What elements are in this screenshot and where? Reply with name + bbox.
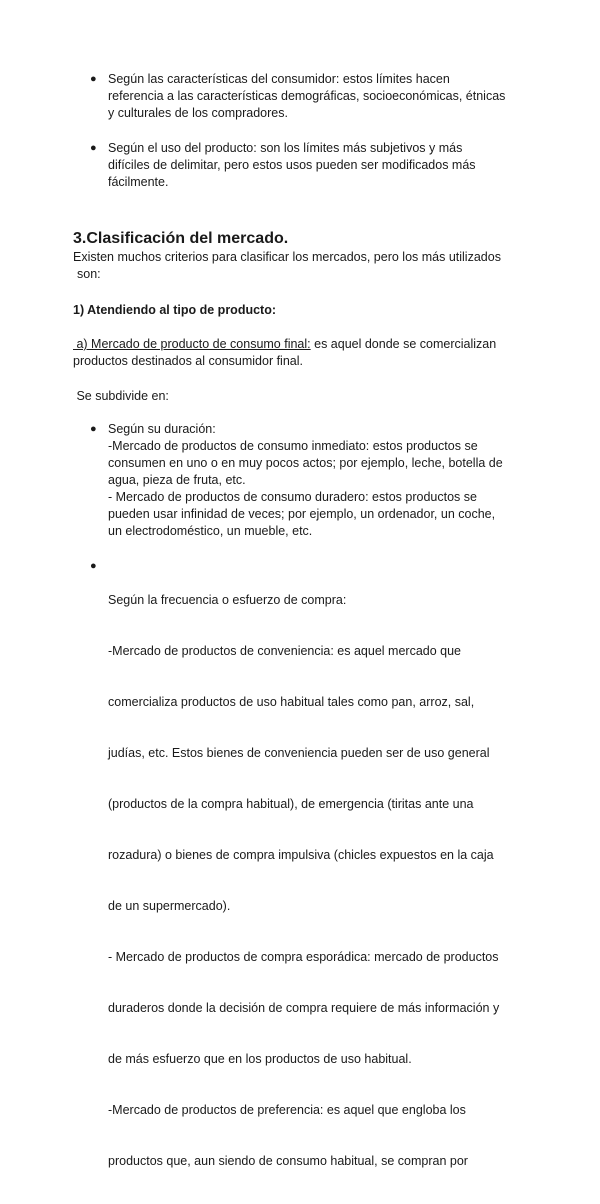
text-line: pueden usar infinidad de veces; por ejemplo, un ordenador, un coche, [108,507,496,521]
text-line: fácilmente. [108,175,169,189]
intro-paragraph [73,249,533,283]
bullet-dot-icon: ● [90,423,97,435]
text-line [73,336,533,353]
text-line: Según la frecuencia o esfuerzo de compra: [108,593,347,607]
text-line: Según su duración: [108,422,216,436]
bullet-dot-icon: ● [90,142,97,154]
text-line: -Mercado de productos de preferencia: es aquel que engloba los [108,1103,466,1117]
bullet-text [108,421,530,540]
item-a-label: a) Mercado de producto de consumo final: [73,337,311,351]
text-line: difíciles de delimitar, pero estos usos pueden ser modificados más [108,158,476,172]
subdivide-text: Se subdivide en: [73,389,169,403]
text-line: (productos de la compra habitual), de emergencia (tiritas ante una [108,797,474,811]
text-line: - Mercado de productos de compra esporádica: mercado de productos [108,950,499,964]
item-a-rest: es aquel donde se comercializan [310,337,497,351]
text-line: productos que, aun siendo de consumo habitual, se compran por [108,1154,468,1168]
bullet-text [108,140,530,191]
text-line: duraderos donde la decisión de compra requiere de más información y [108,1001,500,1015]
text-line: -Mercado de productos de consumo inmediato: estos productos se [108,439,478,453]
item-a-paragraph [73,336,533,370]
text-line: agua, pieza de fruta, etc. [108,473,246,487]
text-line: - Mercado de productos de consumo duradero: estos productos se [108,490,477,504]
text-line: Según las características del consumidor: estos límites hacen [108,72,450,86]
text-line: comercializa productos de uso habitual tales como pan, arroz, sal, [108,695,475,709]
text-line: de un supermercado). [108,899,231,913]
section-heading: 3.Clasificación del mercado. [73,230,289,247]
text-line: consumen en uno o en muy pocos actos; por ejemplo, leche, botella de [108,456,503,470]
bullet-text [108,71,530,122]
text-line: un electrodoméstico, un mueble, etc. [108,524,313,538]
text-line: son: [77,267,101,281]
text-line: productos destinados al consumidor final. [73,354,303,368]
sub-heading: 1) Atendiendo al tipo de producto: [73,303,276,317]
bullet-dot-icon: ● [90,560,97,572]
text-line: judías, etc. Estos bienes de conveniencia pueden ser de uso general [108,746,490,760]
text-line: de más esfuerzo que en los productos de uso habitual. [108,1052,412,1066]
text-line: y culturales de los compradores. [108,106,288,120]
text-line: -Mercado de productos de conveniencia: es aquel mercado que [108,644,461,658]
text-line: Según el uso del producto: son los límites más subjetivos y más [108,141,463,155]
bullet-dot-icon: ● [90,73,97,85]
text-line: Existen muchos criterios para clasificar los mercados, pero los más utilizados [73,250,501,264]
bullet-text [108,558,530,1204]
text-line: referencia a las características demográficas, socioeconómicas, étnicas [108,89,506,103]
text-line: rozadura) o bienes de compra impulsiva (chicles expuestos en la caja [108,848,494,862]
